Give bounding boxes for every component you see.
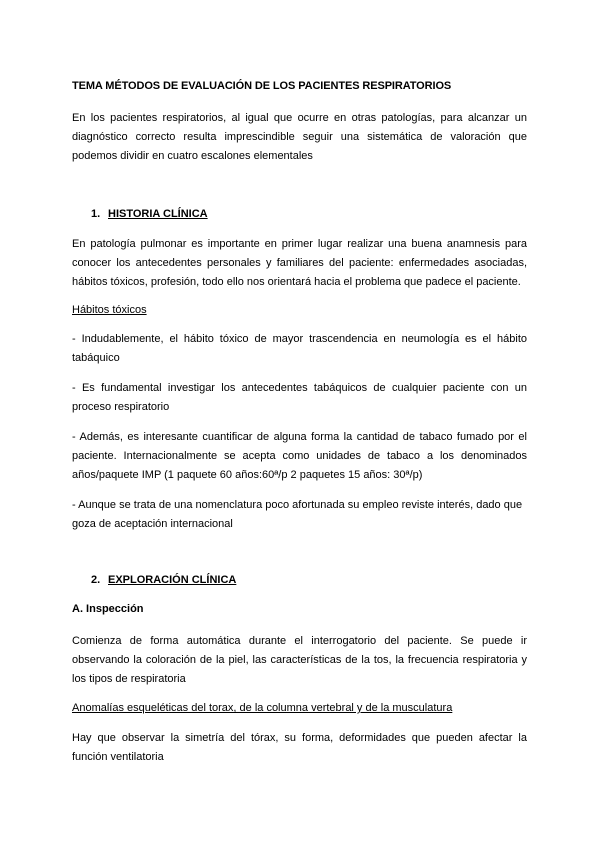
section-1-title: HISTORIA CLÍNICA: [108, 208, 208, 220]
section-1-number: 1.: [91, 208, 101, 220]
section-2-paragraph-2: Hay que observar la simetría del tórax, su forma, deformidades que pueden afectar la función ventilatoria: [72, 732, 527, 763]
document-title: TEMA MÉTODOS DE EVALUACIÓN DE LOS PACIENTES RESPIRATORIOS: [72, 80, 452, 92]
inspection-subsection: A. Inspección: [72, 603, 144, 615]
bullet-3: - Además, es interesante cuantificar de alguna forma la cantidad de tabaco fumado por el paciente. Internacionalmente se acepta como unidades de tabaco a los denominados años/paquete IMP (1 paquete 60 años:60ª/p 2 paquetes 15 años: 30ª/p): [72, 431, 527, 481]
habits-subheading: Hábitos tóxicos: [72, 304, 147, 316]
anomalies-subheading: Anomalías esqueléticas del torax, de la columna vertebral y de la musculatura: [72, 702, 453, 714]
section-1-heading: [91, 208, 208, 220]
bullet-4: - Aunque se trata de una nomenclatura poco afortunada su empleo reviste interés, dado que goza de aceptación internacional: [72, 499, 523, 530]
section-2-title: EXPLORACIÓN CLÍNICA: [108, 574, 237, 586]
section-2-paragraph: Comienza de forma automática durante el interrogatorio del paciente. Se puede ir observando la coloración de la piel, las características de la tos, la frecuencia respiratoria y los tipos de respiratoria: [72, 635, 527, 685]
bullet-1: - Indudablemente, el hábito tóxico de mayor trascendencia en neumología es el hábito tabáquico: [72, 333, 527, 364]
section-1-paragraph: En patología pulmonar es importante en primer lugar realizar una buena anamnesis para conocer los antecedentes personales y familiares del paciente: enfermedades asociadas, hábitos tóxicos, profesión, todo ello nos orientará hacia el problema que padece el paciente.: [72, 238, 527, 288]
section-2-number: 2.: [91, 574, 101, 586]
section-2-heading: [91, 574, 236, 586]
intro-paragraph: En los pacientes respiratorios, al igual que ocurre en otras patologías, para alcanzar un diagnóstico correcto resulta imprescindible seguir una sistemática de valoración que podemos dividir en cuatro escalones elementales: [72, 112, 527, 162]
bullet-2: - Es fundamental investigar los antecedentes tabáquicos de cualquier paciente con un proceso respiratorio: [72, 382, 527, 413]
